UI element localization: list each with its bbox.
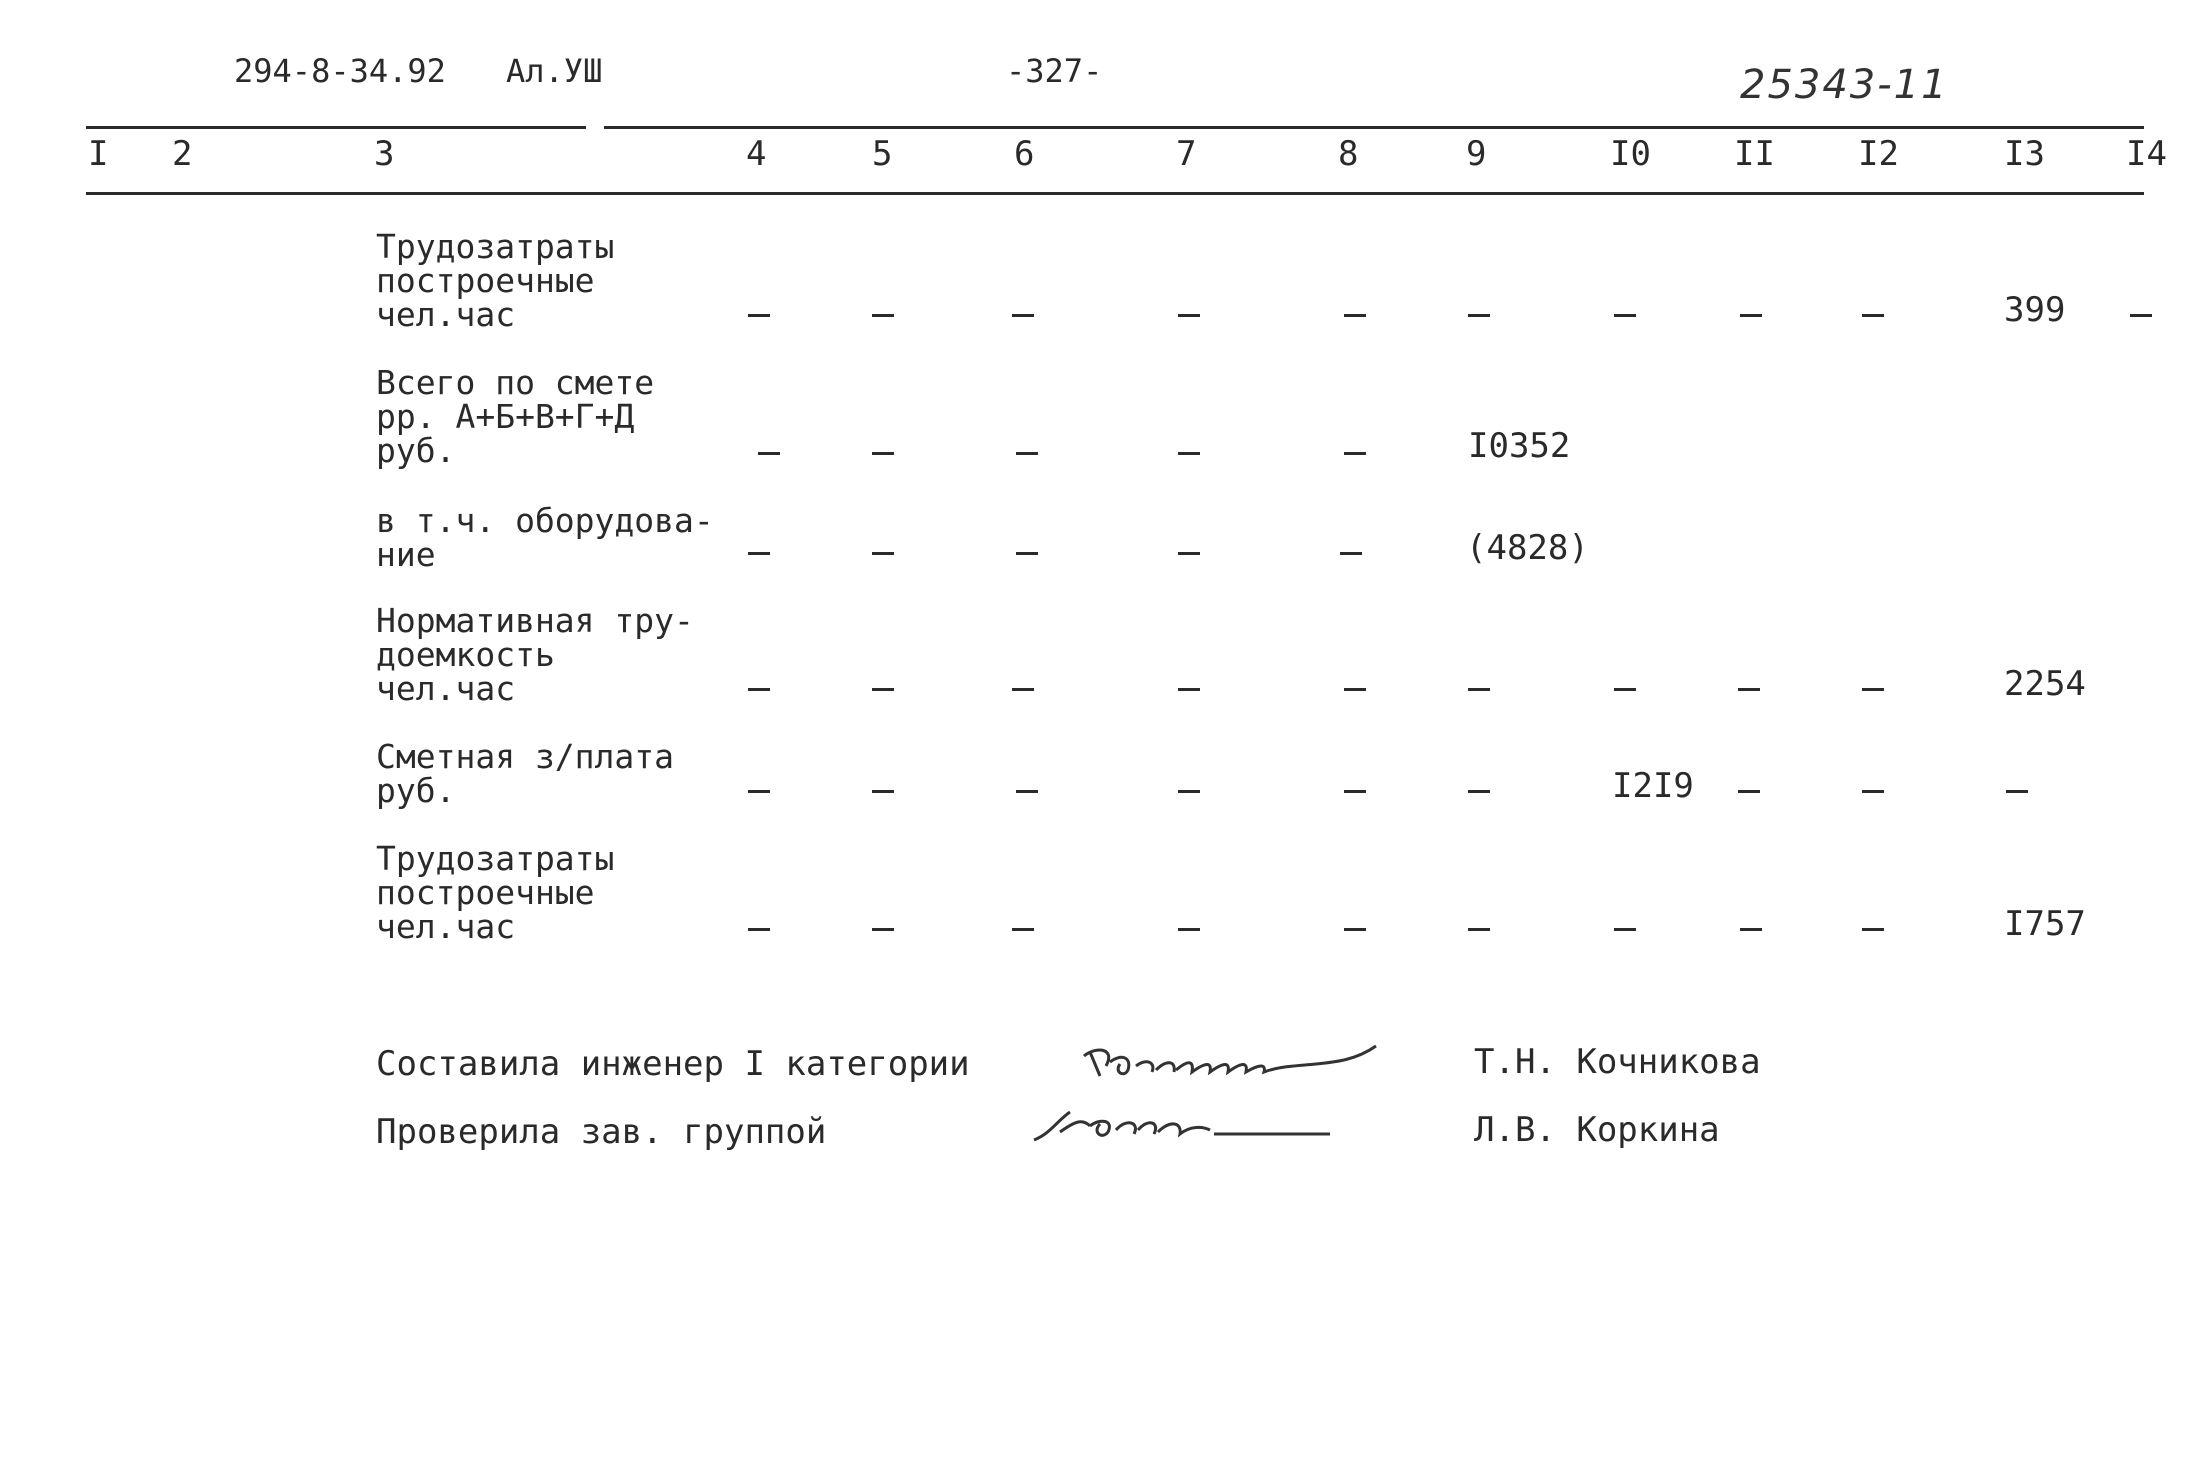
dash [748,790,770,793]
dash [1012,688,1034,691]
dash [1178,790,1200,793]
col-5: 5 [872,134,893,174]
dash [1862,688,1884,691]
dash [1012,928,1034,931]
col-9: 9 [1466,134,1487,174]
dash [1740,928,1762,931]
col-4: 4 [746,134,767,174]
dash [1178,552,1200,555]
dash [1344,688,1366,691]
checked-by-label: Проверила зав. группой [376,1112,827,1152]
row-label-equipment: в т.ч. оборудова- ние [376,501,714,574]
dash [1344,314,1366,317]
dash [1614,688,1636,691]
dash [1178,452,1200,455]
dash [1468,928,1490,931]
dash [2006,790,2028,793]
col-8: 8 [1338,134,1359,174]
col-14: I4 [2126,134,2167,174]
col-1: I [88,134,109,174]
dash [872,928,894,931]
value-col13: 399 [2004,290,2066,330]
handwritten-number: 25343-11 [1740,62,1949,108]
dash [1614,314,1636,317]
checked-by-name: Л.В. Коркина [1474,1110,1720,1150]
dash [1178,688,1200,691]
dash [1862,928,1884,931]
dash [872,688,894,691]
dash [872,452,894,455]
col-11: II [1734,134,1775,174]
dash [872,314,894,317]
value-col9: (4828) [1466,528,1589,568]
dash [1862,314,1884,317]
dash [1340,552,1362,555]
header-rule-left [86,126,586,129]
row-label-labor-costs-2: Трудозатраты построечные чел.час [376,839,615,946]
dash [1016,452,1038,455]
col-6: 6 [1014,134,1035,174]
document-code: 294-8-34.92 [234,52,446,90]
dash [1344,452,1366,455]
dash [2130,314,2152,317]
value-col10: I2I9 [1612,766,1694,806]
dash [1740,314,1762,317]
dash [748,688,770,691]
album-number: Ал.УШ [506,52,603,90]
col-13: I3 [2004,134,2045,174]
col-10: I0 [1610,134,1651,174]
col-12: I2 [1858,134,1899,174]
dash [1468,790,1490,793]
dash [1468,688,1490,691]
compiled-by-label: Составила инженер I категории [376,1044,970,1084]
signature-kochnikova [1076,1036,1416,1088]
dash [758,452,780,455]
value-col13: 2254 [2004,664,2086,704]
dash [1344,790,1366,793]
row-label-labor-costs: Трудозатраты построечные чел.час [376,227,615,334]
dash [1468,314,1490,317]
dash [872,790,894,793]
header-rule-right [604,126,2144,129]
dash [1614,928,1636,931]
signature-korkina [1030,1100,1350,1156]
dash [1016,790,1038,793]
compiled-by-name: Т.Н. Кочникова [1474,1042,1761,1082]
dash [1178,928,1200,931]
dash [748,928,770,931]
dash [1012,314,1034,317]
dash [748,552,770,555]
dash [1738,790,1760,793]
col-7: 7 [1176,134,1197,174]
value-col13: I757 [2004,904,2086,944]
dash [1178,314,1200,317]
value-col9: I0352 [1468,426,1571,466]
row-label-normative-labor: Нормативная тру- доемкость чел.час [376,601,694,708]
column-header-rule [86,192,2144,195]
dash [1738,688,1760,691]
row-label-estimated-wages: Сметная з/плата руб. [376,737,675,810]
dash [1344,928,1366,931]
page-number: -327- [1006,52,1103,90]
col-3: 3 [374,134,395,174]
dash [872,552,894,555]
dash [1016,552,1038,555]
dash [748,314,770,317]
row-label-total-estimate: Всего по смете рр. А+Б+В+Г+Д руб. [376,363,655,470]
dash [1862,790,1884,793]
col-2: 2 [172,134,193,174]
